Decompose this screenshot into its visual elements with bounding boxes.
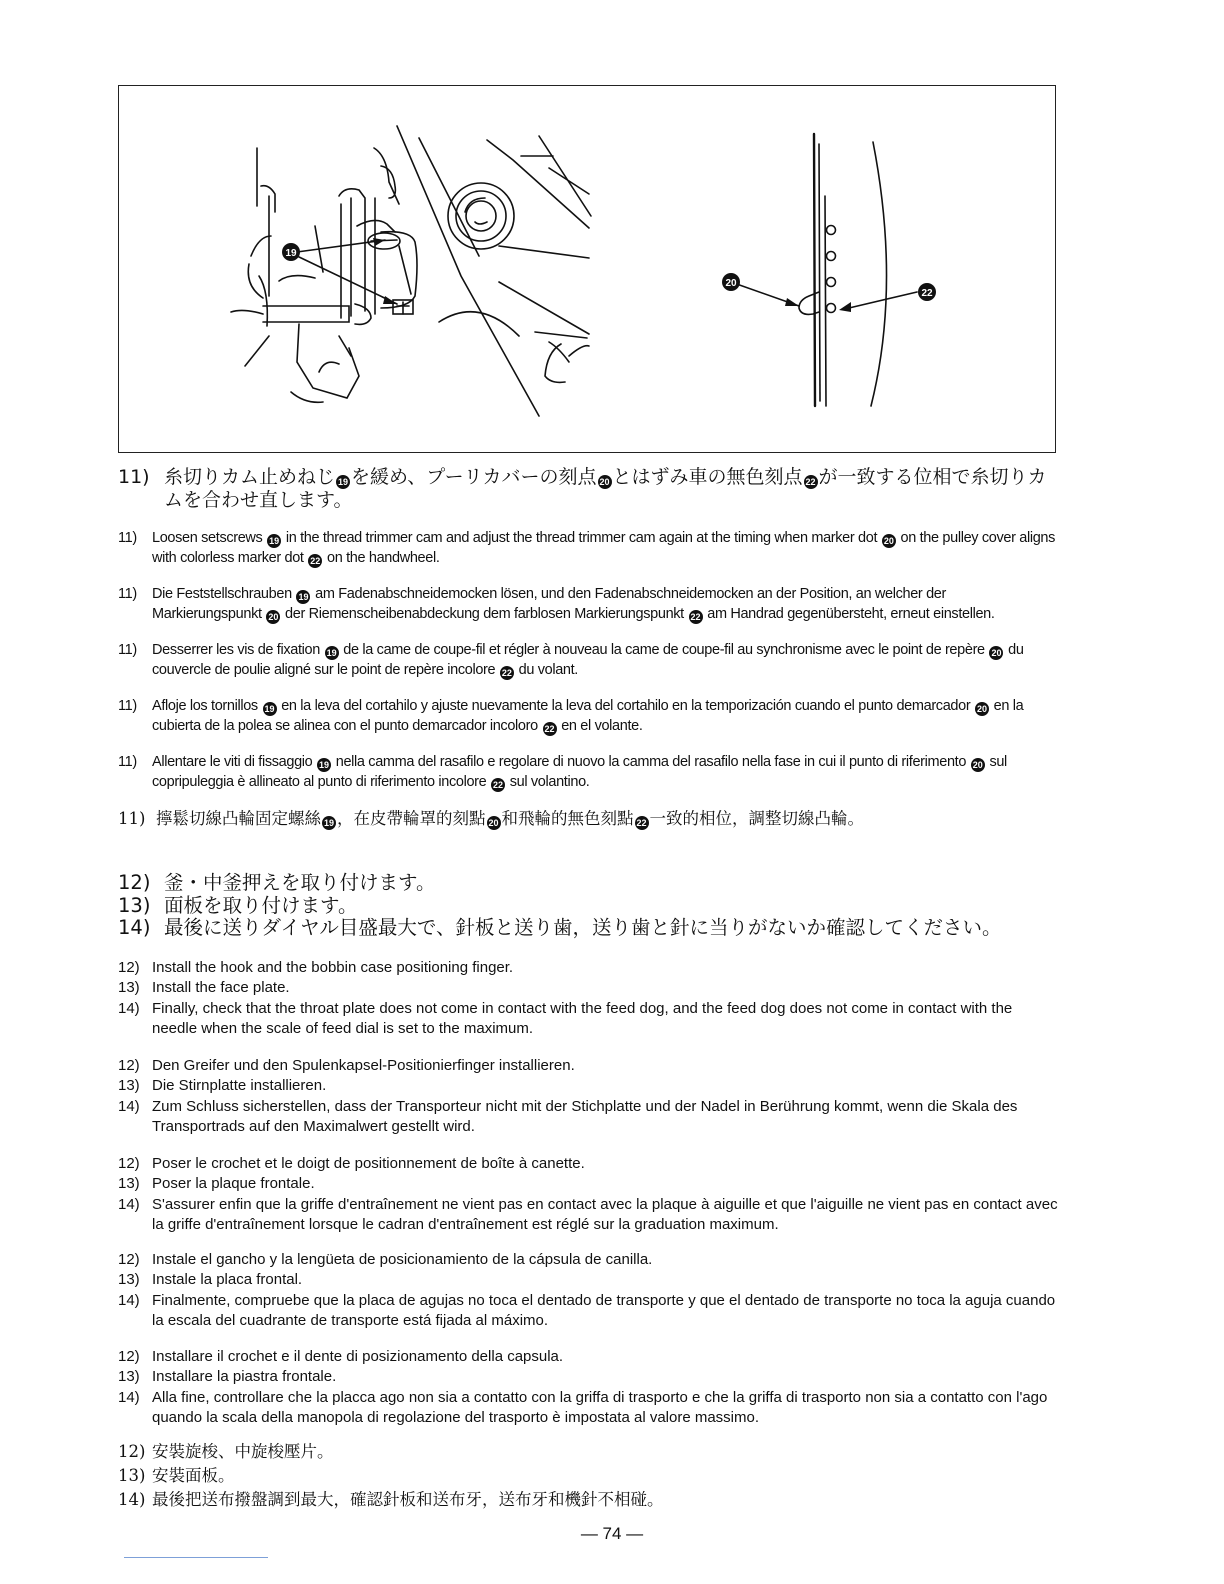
step11-english: 11) Loosen setscrews 19 in the thread trimmer cam and adjust the thread trimmer cam again at the timing when marker dot 20 on the pulley cover aligns with colorless marker dot 22 on the handwheel. bbox=[118, 530, 1056, 566]
marker-icon: 22 bbox=[310, 556, 321, 566]
step-number: 11) bbox=[118, 642, 137, 658]
step-number: 11) bbox=[118, 809, 146, 828]
list-item: 12) Install the hook and the bobbin case positioning finger. bbox=[118, 959, 514, 976]
list-item: 13) 安裝面板。 bbox=[118, 1466, 235, 1485]
marker-icon: 20 bbox=[991, 648, 1002, 658]
step-number: 11) bbox=[118, 530, 137, 546]
list-item: 14) Finalmente, compruebe que la placa de agujas no toca el dentado de transporte y que el dentado de transporte no toca la aguja cuando la escala del cuadrante de transporte está fijada al máximo. bbox=[118, 1291, 1056, 1330]
step-number: 11) bbox=[118, 466, 150, 488]
marker-icon: 19 bbox=[323, 818, 334, 828]
list-item: 13) Instale la placa frontal. bbox=[118, 1271, 303, 1289]
step-number: 11) bbox=[118, 698, 137, 714]
list-item: 14) 最後に送りダイヤル目盛最大で、針板と送り歯，送り歯と針に当りがないか確認してください。 bbox=[118, 916, 1002, 939]
list-item: 12) Den Greifer und den Spulenkapsel-Positionierfinger installieren. bbox=[118, 1057, 575, 1074]
footer-divider bbox=[124, 1557, 268, 1558]
marker-icon: 22 bbox=[501, 668, 512, 678]
marker-icon: 22 bbox=[690, 612, 701, 622]
marker-icon: 20 bbox=[488, 818, 499, 828]
list-item: 13) Die Stirnplatte installieren. bbox=[118, 1077, 327, 1095]
list-item: 12) Poser le crochet et le doigt de positionnement de boîte à canette. bbox=[118, 1155, 585, 1172]
list-item: 12) Instale el gancho y la lengüeta de posicionamiento de la cápsula de canilla. bbox=[118, 1251, 653, 1268]
callout-22 bbox=[918, 283, 936, 301]
steps-12-14-german bbox=[118, 1056, 1058, 1138]
steps-12-14-japanese bbox=[118, 872, 1058, 940]
steps-12-14-chinese bbox=[118, 1440, 1058, 1512]
step11-french: 11) Desserrer les vis de fixation 19 de la came de coupe-fil et régler à nouveau la came de coupe-fil au synchronisme avec le point de repère 20 du couvercle de poulie aligné sur le point de repère incolore 22 du volant. bbox=[118, 642, 1024, 678]
marker-icon: 22 bbox=[805, 477, 816, 487]
step-number: 11) bbox=[118, 586, 137, 602]
list-item: 13) 面板を取り付けます。 bbox=[118, 893, 358, 917]
marker-icon: 20 bbox=[268, 612, 279, 622]
machine-illustration bbox=[119, 86, 1057, 454]
callout-20-label: 20 bbox=[725, 278, 737, 289]
step-number: 11) bbox=[118, 754, 137, 770]
step11-spanish: 11) Afloje los tornillos 19 en la leva del cortahilo y ajuste nuevamente la leva del cortahilo en la temporización cuando el punto demarcador 20 en la cubierta de la polea se alinea con el punto demarcador incoloro 22 en el volante. bbox=[118, 698, 1024, 734]
steps-12-14-spanish bbox=[118, 1250, 1058, 1332]
step11-german: 11) Die Feststellschrauben 19 am Fadenabschneidemocken lösen, und den Fadenabschneidemocken an der Position, an welcher der Markierungspunkt 20 der Riemenscheibenabdeckung dem farblosen Markierungspunkt 22 am Handrad gegenübersteht, erneut einstellen. bbox=[118, 586, 995, 622]
list-item: 13) Installare la piastra frontale. bbox=[118, 1368, 337, 1386]
list-item: 14) Zum Schluss sicherstellen, dass der Transporteur nicht mit der Stichplatte und der Nadel in Berührung kommt, wenn die Skala des Transportrads auf den Maximalwert gestellt wird. bbox=[118, 1097, 1018, 1136]
marker-icon: 19 bbox=[264, 704, 275, 714]
marker-icon: 20 bbox=[972, 760, 983, 770]
steps-12-14-french bbox=[118, 1154, 1058, 1236]
illustration-frame bbox=[118, 85, 1056, 453]
list-item: 14) 最後把送布撥盤調到最大，確認針板和送布牙，送布牙和機針不相碰。 bbox=[118, 1490, 664, 1509]
step11-italian: 11) Allentare le viti di fissaggio 19 nella camma del rasafilo e regolare di nuovo la camma del rasafilo nella fase in cui il punto di riferimento 20 sul copripuleggia è allineato al punto di riferimento incolore 22 sul volantino. bbox=[118, 754, 1007, 790]
marker-icon: 20 bbox=[883, 536, 894, 546]
marker-icon: 22 bbox=[493, 780, 504, 790]
marker-icon: 20 bbox=[976, 704, 987, 714]
list-item: 14) S'assurer enfin que la griffe d'entraînement ne vient pas en contact avec la plaque à aiguille et que l'aiguille ne vient pas en contact avec la griffe d'entraînement lorsque le cadran d'entraînement est réglé sur la graduation maximum. bbox=[118, 1195, 1058, 1234]
marker-icon: 19 bbox=[319, 760, 330, 770]
list-item: 13) Poser la plaque frontale. bbox=[118, 1175, 315, 1193]
step11-japanese: 11) 糸切りカム止めねじ 19 を緩め、プーリカバーの刻点 20 とはずみ車の無色刻点 22 が一致する位相で糸切りカムを合わせ直します。 bbox=[118, 466, 1047, 511]
list-item: 12) 安裝旋梭、中旋梭壓片。 bbox=[118, 1442, 334, 1461]
steps-12-14-italian bbox=[118, 1347, 1058, 1429]
callout-19-label: 19 bbox=[285, 248, 297, 259]
callout-20 bbox=[722, 273, 740, 291]
step11-chinese: 11) 擰鬆切線凸輪固定螺絲 19 ，在皮帶輪罩的刻點 20 和飛輪的無色刻點 22 一致的相位，調整切線凸輪。 bbox=[118, 809, 864, 828]
list-item: 12) 釜・中釜押えを取り付けます。 bbox=[118, 871, 436, 894]
page-number: — 74 — bbox=[580, 1524, 644, 1543]
marker-icon: 19 bbox=[298, 592, 309, 602]
list-item: 14) Alla fine, controllare che la placca ago non sia a contatto con la griffa di trasporto e che la griffa di trasporto non sia a contatto con l'ago quando la scala della manopola di regolazione del trasporto è impostata al valore massimo. bbox=[118, 1388, 1048, 1427]
marker-icon: 19 bbox=[269, 536, 280, 546]
list-item: 14) Finally, check that the throat plate does not come in contact with the feed dog, and the feed dog does not come in contact with the needle when the scale of feed dial is set to the maximum. bbox=[118, 999, 1013, 1038]
callout-19 bbox=[282, 243, 300, 261]
marker-icon: 19 bbox=[338, 477, 349, 487]
list-item: 12) Installare il crochet e il dente di posizionamento della capsula. bbox=[118, 1348, 564, 1365]
steps-12-14-english bbox=[118, 958, 1058, 1040]
list-item: 13) Install the face plate. bbox=[118, 979, 290, 997]
marker-icon: 20 bbox=[599, 477, 610, 487]
callout-22-label: 22 bbox=[921, 288, 933, 299]
marker-icon: 22 bbox=[636, 818, 647, 828]
marker-icon: 19 bbox=[326, 648, 337, 658]
marker-icon: 22 bbox=[544, 724, 555, 734]
